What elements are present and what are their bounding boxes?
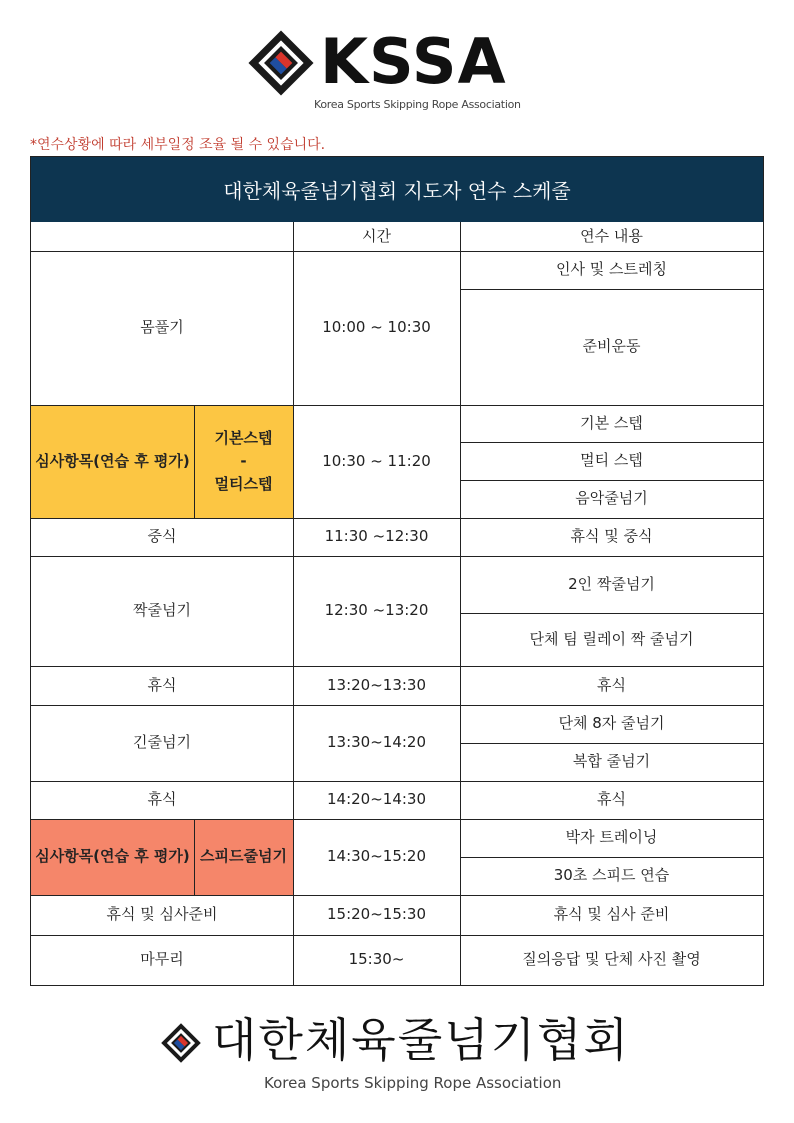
long-item-1: 단체 8자 줄넘기 (558, 714, 665, 733)
grid-line (460, 289, 763, 290)
pair-item-2: 단체 팀 릴레이 짝 줄넘기 (529, 629, 694, 648)
rest2-time: 14:20~14:30 (326, 790, 427, 809)
warmup-time: 10:00 ~ 10:30 (322, 318, 431, 337)
association-logo (160, 1013, 640, 1096)
grid-line (31, 935, 763, 936)
rest2-name: 휴식 (147, 790, 177, 809)
pair-time: 12:30 ~13:20 (324, 601, 429, 620)
header-time: 시간 (362, 226, 391, 245)
warmup-name: 몸풀기 (140, 318, 184, 337)
grid-line (31, 895, 763, 896)
warmup-item-1: 인사 및 스트레칭 (556, 260, 667, 279)
eval1-sub-3: 멀티스텝 (214, 475, 273, 494)
closing-time: 15:30~ (348, 950, 405, 969)
rest1-name: 휴식 (147, 675, 177, 694)
eval1-sub (194, 405, 293, 518)
kssa-logo (248, 26, 548, 116)
association-emblem-icon (160, 1022, 202, 1064)
rest2-item-1: 휴식 (597, 790, 626, 809)
schedule-table (30, 156, 764, 986)
eval1-item-3: 음악줄넘기 (575, 489, 648, 508)
warmup-item-2: 준비운동 (582, 337, 641, 356)
eval1-category: 심사항목(연습 후 평가) (31, 405, 194, 518)
pair-item-1: 2인 짝줄넘기 (568, 574, 655, 593)
prep-item-1: 휴식 및 심사 준비 (553, 905, 670, 924)
grid-line (31, 405, 763, 406)
eval2-item-1: 박자 트레이닝 (565, 828, 658, 847)
rest1-item-1: 휴식 (597, 675, 626, 694)
eval2-sub: 스피드줄넘기 (194, 819, 293, 895)
eval2-time: 14:30~15:20 (326, 847, 427, 866)
eval1-sub-2: - (240, 451, 247, 470)
grid-line (31, 666, 763, 667)
eval1-sub-1: 기본스텝 (214, 428, 273, 447)
eval1-time: 10:30 ~ 11:20 (322, 451, 431, 470)
eval2-category: 심사항목(연습 후 평가) (31, 819, 194, 895)
grid-line (31, 705, 763, 706)
table-title: 대한체육줄넘기협회 지도자 연수 스케줄 (31, 157, 763, 222)
grid-line (460, 442, 763, 443)
closing-name: 마무리 (140, 950, 184, 969)
prep-name: 휴식 및 심사준비 (106, 905, 218, 924)
eval1-item-2: 멀티 스텝 (580, 451, 643, 470)
grid-line (460, 480, 763, 481)
lunch-name: 중식 (147, 527, 177, 546)
grid-line (194, 405, 195, 518)
grid-line (460, 613, 763, 614)
pair-name: 짝줄넘기 (133, 601, 191, 620)
lunch-time: 11:30 ~12:30 (324, 527, 429, 546)
prep-time: 15:20~15:30 (326, 905, 427, 924)
lunch-item-1: 휴식 및 중식 (570, 527, 653, 546)
long-item-2: 복합 줄넘기 (572, 752, 651, 771)
grid-line (31, 556, 763, 557)
header-content: 연수 내용 (580, 226, 643, 245)
grid-line (194, 819, 195, 895)
rest1-time: 13:20~13:30 (326, 675, 427, 694)
kssa-wordmark: KSSA (320, 25, 507, 98)
schedule-notice: *연수상황에 따라 세부일정 조율 될 수 있습니다. (30, 137, 326, 153)
grid-line (460, 222, 461, 985)
grid-line (460, 743, 763, 744)
grid-line (293, 222, 294, 985)
eval2-item-2: 30초 스피드 연습 (553, 866, 670, 885)
eval1-item-1: 기본 스텝 (580, 413, 643, 432)
grid-line (460, 857, 763, 858)
kssa-emblem-icon (248, 30, 314, 96)
association-name-english: Korea Sports Skipping Rope Association (264, 1074, 562, 1092)
association-name-korean: 대한체육줄넘기협회 (212, 1013, 630, 1067)
long-time: 13:30~14:20 (326, 733, 427, 752)
grid-line (31, 819, 763, 820)
closing-item-1: 질의응답 및 단체 사진 촬영 (522, 950, 701, 969)
grid-line (31, 781, 763, 782)
grid-line (31, 251, 763, 252)
kssa-subtitle: Korea Sports Skipping Rope Association (314, 98, 521, 111)
long-name: 긴줄넘기 (133, 733, 191, 752)
grid-line (31, 518, 763, 519)
